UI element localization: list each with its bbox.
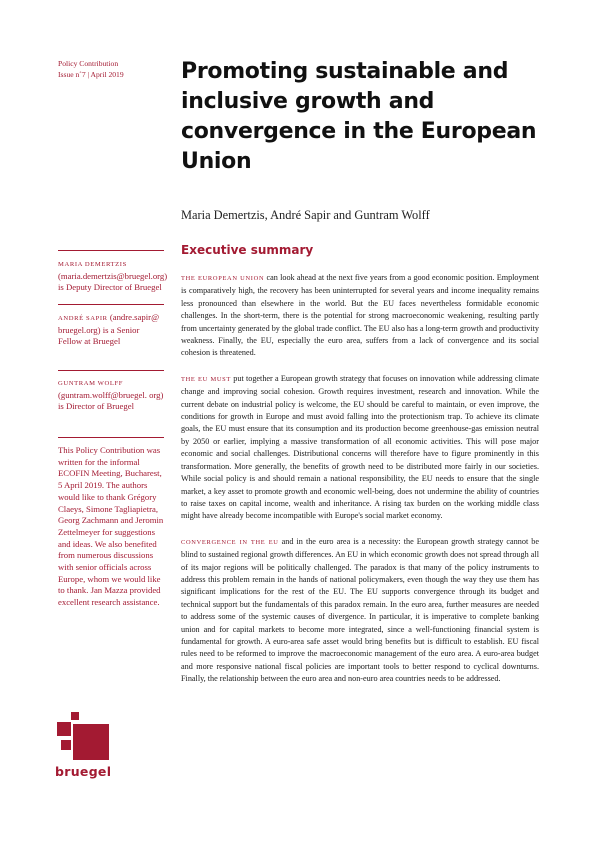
section-heading: Executive summary xyxy=(181,243,314,257)
publication-series xyxy=(58,58,158,80)
series-name: Policy Contribution xyxy=(58,59,119,68)
paragraph xyxy=(181,272,539,360)
divider xyxy=(58,304,164,305)
acknowledgements-note xyxy=(58,437,164,609)
paragraph-lead: THE EU MUST xyxy=(181,375,231,383)
author-bio-1 xyxy=(58,250,168,294)
author-bio-3 xyxy=(58,370,164,413)
author-bio-text: (guntram.wolff@bruegel. org) is Director of Bruegel xyxy=(58,389,164,412)
divider xyxy=(58,437,164,438)
note-text: This Policy Contribution was written for the informal ECOFIN Meeting, Bucharest, 5 April 2019. The authors would like to thank Grégory Claeys, Simone Tagliapietra, Georg Zachmann and Jeromin Zettelmeyer for suggestions and ideas. We also benefited from numerous discussions with senior officials across Europe, whom we would like to thank. Jan Mazza provided excellent research assistance. xyxy=(58,445,164,608)
issue-date: Issue n˚7 | April 2019 xyxy=(58,70,124,79)
author-line: Maria Demertzis, André Sapir and Guntram Wolff xyxy=(181,208,430,222)
paragraph-lead: CONVERGENCE IN THE EU xyxy=(181,538,279,546)
divider xyxy=(58,370,164,371)
author-name: MARIA DEMERTZIS xyxy=(58,261,127,268)
paragraph xyxy=(181,373,539,523)
author-name: GUNTRAM WOLFF xyxy=(58,380,124,387)
paragraph-text: can look ahead at the next five years from a good economic position. Employment is comparatively high, the recovery has been uninterrupted for several years and income inequality remains less pronounced than elsewhere in the world. But the EU faces nevertheless formidable economic challenges. In the short-term, there is the potential for strong macroeconomic weakening, resulting partly from uncertainty generated by the global trade conflict. The EU also has a long-term growth and productivity weakness. Finally, the EU, especially the euro area, suffers from a lack of convergence and its social cohesion is threatened. xyxy=(181,273,539,358)
paragraph-lead: THE EUROPEAN UNION xyxy=(181,275,265,282)
author-bio-text: (andre.sapir@ bruegel.org) is a Senior Fellow at Bruegel xyxy=(58,312,160,347)
logo-wordmark: bruegel xyxy=(55,764,112,779)
author-bio-text: (maria.demertzis@bruegel.org) is Deputy Director of Bruegel xyxy=(58,270,168,293)
divider xyxy=(58,250,164,251)
author-name: ANDRÉ SAPIR xyxy=(58,315,108,322)
executive-summary-body xyxy=(181,272,539,699)
page-title: Promoting sustainable and inclusive growth and convergence in the European Union xyxy=(181,59,537,174)
paragraph-text: put together a European growth strategy that focuses on innovation while addressing climate change and improving social cohesion. Growth requires investment, research and innovation. While the current debate on industrial policy is welcome, the EU should be careful to maintain, or even improve, the conditions for growth in Europe and must avoid falling into the protectionism trap. To achieve its climate goals, the EU must ensure that its consumption and its production become greenhouse-gas emission neutral by 2050 or earlier, implying a massive transformation of all economic activities. This will pose major economic and social challenges. Distributional concerns will therefore have to figure prominently in this transformation. More generally, the benefits of growth need to be distributed more fairly in our societies. While social policy is and should remain a national responsibility, the EU needs to ensure that the single market, a key asset to promote growth and economic well-being, does not undermine the ability of countries to raise taxes on capital income, wealth and inheritance. A rising tax burden on the working middle class might have already become incompatible with Europe's social market economy. xyxy=(181,373,539,521)
paragraph-text: and in the euro area is a necessity: the European growth strategy cannot be blind to sustained regional growth differences. An EU in which economic growth does not spread through all of its major regions will be politically challenged. The paradox is that many of the policy instruments to address this problem remain in the hands of national policymakers, even though the way they use them has significant implications for the rest of the EU. The EU supports convergence through its budget and technical support but the fundamentals of this paradox remain. In the euro area, further measures are needed to address some of the systemic causes of divergence. In particular, it is imperative to complete banking union and for capital markets to become more integrated, since a well-functioning financial system is fundamental for growth. A euro-area safe asset would bring benefits but is difficult to establish. EU fiscal rules need to be reformed to improve the macroeconomic management of the euro area. A euro-area budget and more responsive national fiscal policies are important tools to better respond to cyclical downturns. Finally, the relationship between the euro area and non-euro area countries needs to be addressed. xyxy=(181,536,539,684)
paragraph xyxy=(181,536,539,686)
author-bio-2 xyxy=(58,304,164,348)
